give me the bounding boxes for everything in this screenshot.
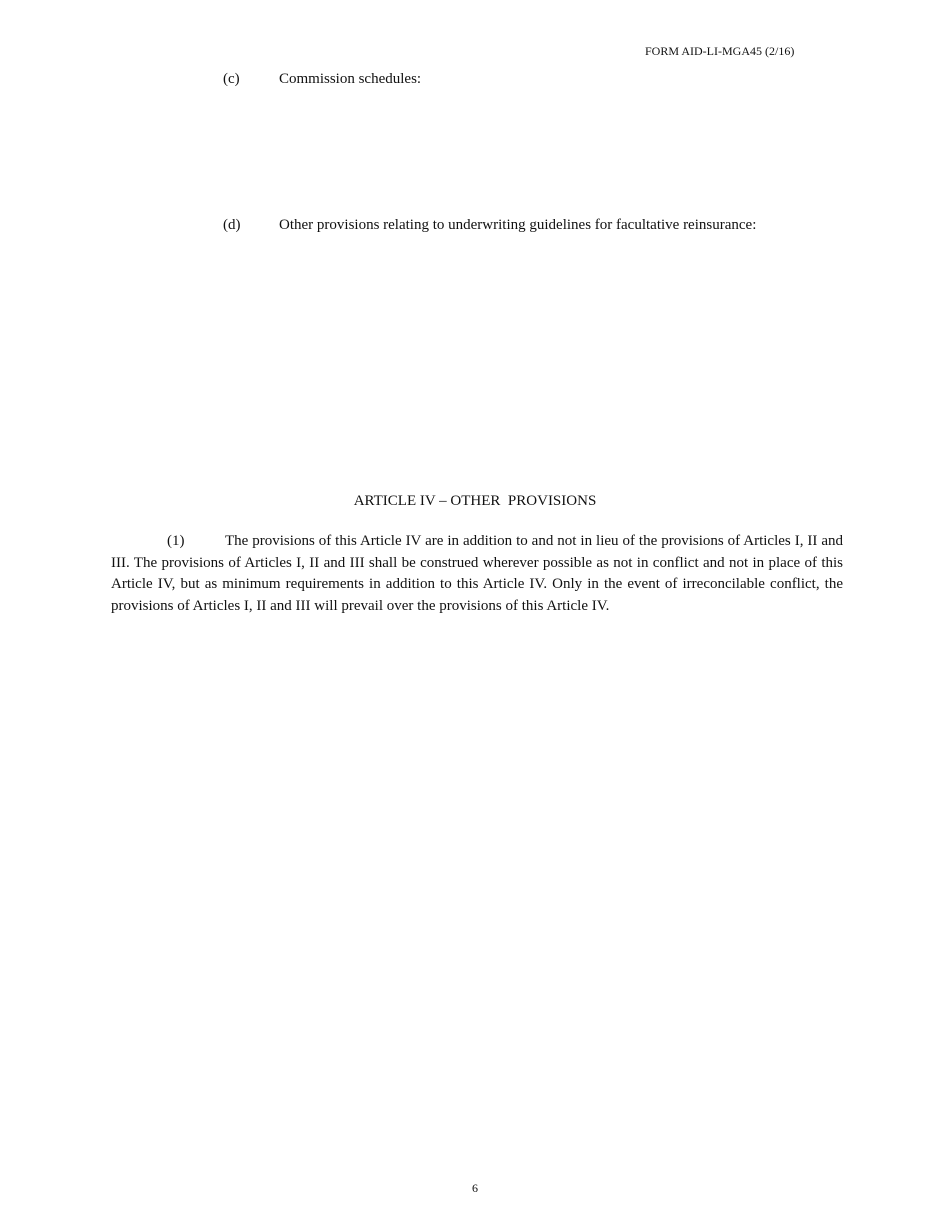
article-paragraph	[111, 531, 843, 617]
form-identifier: FORM AID-LI-MGA45 (2/16)	[645, 44, 795, 58]
item-text: Other provisions relating to underwriting guidelines for facultative reinsurance:	[279, 217, 757, 233]
paragraph-text: The provisions of this Article IV are in addition to and not in lieu of the provisions of Articles I, II and III. The provisions of Articles I, II and III shall be construed wherever possible as not in conflict and not in place of this Article IV, but as minimum requirements in addition to this Article IV. Only in the event of irreconcilable conflict, the provisions of Articles I, II and III will prevail over the provisions of this Article IV.	[111, 533, 843, 614]
item-text: Commission schedules:	[279, 71, 422, 87]
item-marker: (d)	[223, 217, 241, 233]
article-heading: ARTICLE IV – OTHER PROVISIONS	[353, 493, 597, 509]
item-commission-schedules	[223, 70, 421, 88]
item-marker: (c)	[223, 71, 240, 87]
item-other-provisions	[223, 216, 756, 234]
paragraph-marker: (1)	[167, 533, 185, 549]
page-number: 6	[472, 1181, 478, 1195]
